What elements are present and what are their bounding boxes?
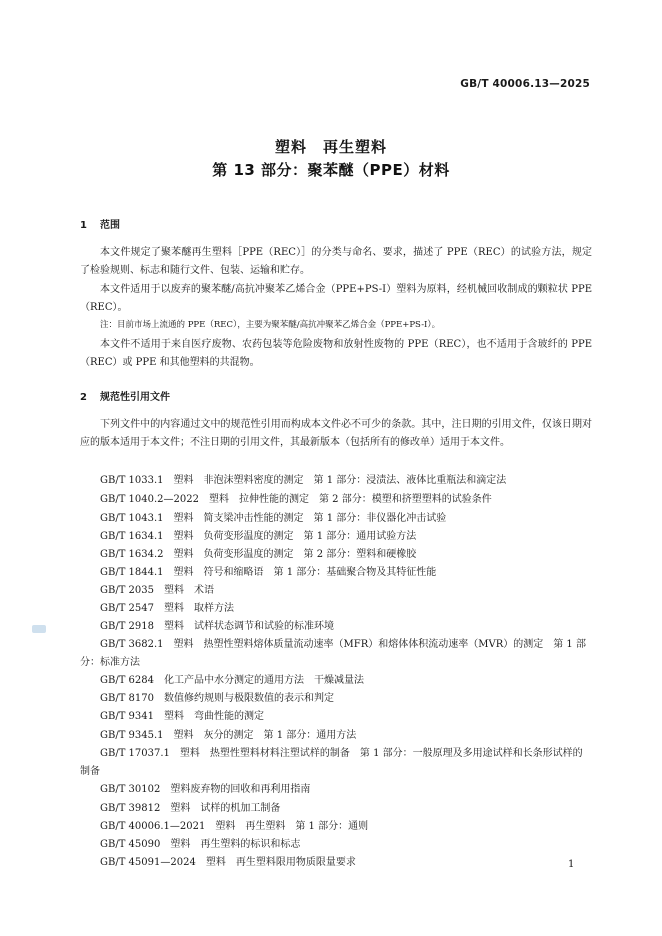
section-number: 1 (80, 220, 87, 231)
reference-item: GB/T 1844.1 塑料 符号和缩略语 第 1 部分：基础聚合物及其特征性能 (100, 567, 437, 578)
reference-item: GB/T 30102 塑料废弃物的回收和再利用指南 (100, 784, 311, 795)
section-heading-scope (80, 216, 120, 231)
reference-item: GB/T 39812 塑料 试样的机加工制备 (100, 803, 281, 814)
reference-item: GB/T 8170 数值修约规则与极限数值的表示和判定 (100, 693, 335, 704)
paragraph: 本文件适用于以废弃的聚苯醚/高抗冲聚苯乙烯合金（PPE+PS-I）塑料为原料，经机械回收制成的颗粒状 PPE（REC）。 (80, 284, 592, 313)
reference-item: GB/T 2918 塑料 试样状态调节和试验的标准环境 (100, 621, 335, 632)
section-title: 规范性引用文件 (100, 392, 170, 403)
section-heading-normative-references (80, 388, 170, 403)
paragraph: 本文件规定了聚苯醚再生塑料［PPE（REC）］的分类与命名、要求，描述了 PPE（REC）的试验方法，规定了检验规则、标志和随行文件、包装、运输和贮存。 (80, 247, 592, 276)
reference-item: GB/T 1033.1 塑料 非泡沫塑料密度的测定 第 1 部分：浸渍法、液体比重瓶法和滴定法 (100, 475, 507, 486)
reference-item: GB/T 45091—2024 塑料 再生塑料限用物质限量要求 (100, 857, 356, 868)
reference-item: GB/T 1634.1 塑料 负荷变形温度的测定 第 1 部分：通用试验方法 (100, 531, 417, 542)
reference-item: GB/T 6284 化工产品中水分测定的通用方法 干燥减量法 (100, 675, 365, 686)
watermark-mark (32, 625, 46, 633)
section-title: 范围 (100, 220, 120, 231)
reference-item: GB/T 2547 塑料 取样方法 (100, 603, 235, 614)
document-subtitle: 第 13 部分：聚苯醚（PPE）材料 (212, 161, 450, 179)
reference-item: GB/T 2035 塑料 术语 (100, 585, 215, 596)
reference-item: GB/T 17037.1 塑料 热塑性塑料材料注塑试样的制备 第 1 部分：一般原理及多用途试样和长条形试样的制备 (80, 748, 583, 777)
reference-item: GB/T 1040.2—2022 塑料 拉伸性能的测定 第 2 部分：模塑和挤塑塑料的试验条件 (100, 494, 492, 505)
paragraph: 下列文件中的内容通过文中的规范性引用而构成本文件必不可少的条款。其中，注日期的引用文件，仅该日期对应的版本适用于本文件；不注日期的引用文件，其最新版本（包括所有的修改单）适用于本文件。 (80, 419, 592, 448)
note: 注：目前市场上流通的 PPE（REC），主要为聚苯醚/高抗冲聚苯乙烯合金（PPE+PS-I）。 (100, 320, 441, 330)
paragraph: 本文件不适用于来自医疗废物、农药包装等危险废物和放射性废物的 PPE（REC），也不适用于含玻纤的 PPE（REC）或 PPE 和其他塑料的共混物。 (80, 339, 592, 368)
reference-item: GB/T 1043.1 塑料 简支梁冲击性能的测定 第 1 部分：非仪器化冲击试验 (100, 513, 447, 524)
reference-item: GB/T 1634.2 塑料 负荷变形温度的测定 第 2 部分：塑料和硬橡胶 (100, 549, 417, 560)
section-number: 2 (80, 392, 87, 403)
page-number: 1 (568, 859, 575, 870)
reference-item: GB/T 45090 塑料 再生塑料的标识和标志 (100, 839, 301, 850)
reference-item: GB/T 40006.1—2021 塑料 再生塑料 第 1 部分：通则 (100, 821, 369, 832)
reference-item: GB/T 9341 塑料 弯曲性能的测定 (100, 711, 265, 722)
reference-item: GB/T 9345.1 塑料 灰分的测定 第 1 部分：通用方法 (100, 730, 357, 741)
reference-item: GB/T 3682.1 塑料 热塑性塑料熔体质量流动速率（MFR）和熔体体积流动速率（MVR）的测定 第 1 部分：标准方法 (80, 639, 586, 668)
document-title: 塑料 再生塑料 (274, 138, 387, 156)
document-code: GB/T 40006.13—2025 (460, 78, 590, 90)
